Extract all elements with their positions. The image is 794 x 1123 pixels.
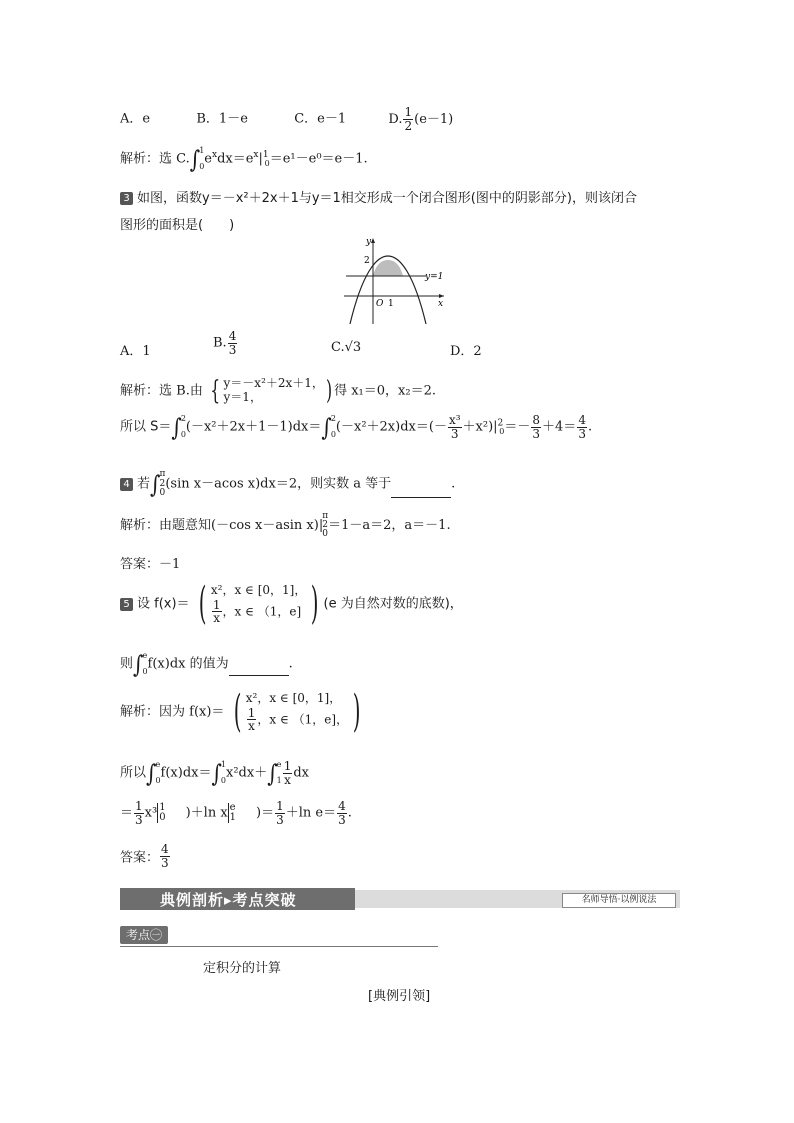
tick-label-2: 2 [364,256,370,266]
q4-stem: 4 若∫ π 2 0 (sin x－acos x)dx＝2，则实数 a 等于 . [120,470,455,498]
q3-option-b: B. $\frac{4}{3}$ [213,329,237,357]
x-axis-label: x [438,299,444,309]
q5-solution-line2: 所以∫ e 0 f(x)dx＝∫ 1 0 x²dx＋∫ e 1 $\frac{1}{x}$ dx [120,758,310,788]
q3-solution-line1: 解析：选 B.由 { y＝－x²＋2x＋1， y＝1， ) 得 x₁＝0，x₂＝2. [120,376,436,406]
q3-solution-line2: 所以 S＝∫ 2 0 (－x²＋2x＋1－1)dx＝∫ 2 0 (－x²＋2x)dx＝(－ $\frac{\text{x³}}{3}$ $+x^2)|^2_0=-$ $\frac{8}{3}$ ＋4＝ $\frac{4}{3}$ . [120,412,593,442]
q5-stem-line1: 5 设 f(x)＝ ( x²，x ∈ [0，1]， $\frac{1}{x}$ ，x ∈ （1，e] ) (e 为自然对数的底数)， [120,582,463,626]
line-label: y=1 [425,272,444,282]
q3-option-a: A．1 [120,344,151,359]
q3-option-d: D．2 [450,344,482,359]
q2-solution: 解析：选 C.∫ 1 0 $e^xdx=e^x|^1_0=e^1-e^0=e-1$. [120,144,368,174]
q5-answer-blank [229,663,289,676]
kaodian-title: 定积分的计算 [203,961,282,976]
q5-solution-line1: 解析：因为 f(x)＝ ( x²，x ∈ [0，1]， $\frac{1}{x}$ ，x ∈ （1，e]， ) [120,686,361,737]
y-axis-label: y [366,237,372,247]
kaodian-underline [120,946,438,947]
q4-answer-blank [391,485,451,498]
origin-label: O [376,299,384,309]
q5-answer: 答案： $\frac{4}{3}$ [120,842,169,870]
section-tag: 名师导悟·以例说法 [562,893,676,908]
q3-option-c: C.√3 [331,340,362,355]
q2-option-c: C．e－1 [294,111,347,127]
tick-label-1: 1 [388,299,394,309]
q4-solution: 解析：由题意知(－cos x－asin x)| π 2 0 ＝1－a＝2，a＝－1. [120,511,451,539]
kaodian-badge: 考点㊀ [120,926,168,944]
q2-option-a: A．e [120,111,151,127]
q5-stem-line2: 则∫ e 0 f(x)dx 的值为 . [120,649,293,679]
q4-answer: 答案：－1 [120,557,181,572]
q2-options [120,106,453,132]
section-title: 典例剖析▸考点突破 [160,891,297,909]
example-label: [典例引领] [368,989,431,1004]
parabola-figure [340,234,452,326]
q5-badge: 5 [120,598,133,611]
q2-option-d: D. $\frac{1}{2}$ (e－1) [388,105,454,133]
q3-stem-line2: 图形的面积是( ) [120,218,235,233]
q2-option-b: B．1－e [196,111,248,127]
q3-badge: 3 [120,192,133,205]
q4-badge: 4 [120,478,133,491]
q5-solution-line3: ＝ $\frac{1}{3}$ x³ 1 0 )＋ln x e 1 )＝ $\frac{1}{3}$ ＋ln e＝ $\frac{4}{3}$ . [120,799,352,827]
q3-stem-line1: 3 如图，函数y＝－x²＋2x＋1与y＝1相交形成一个闭合图形(图中的阴影部分)，则该闭合 [120,187,637,206]
